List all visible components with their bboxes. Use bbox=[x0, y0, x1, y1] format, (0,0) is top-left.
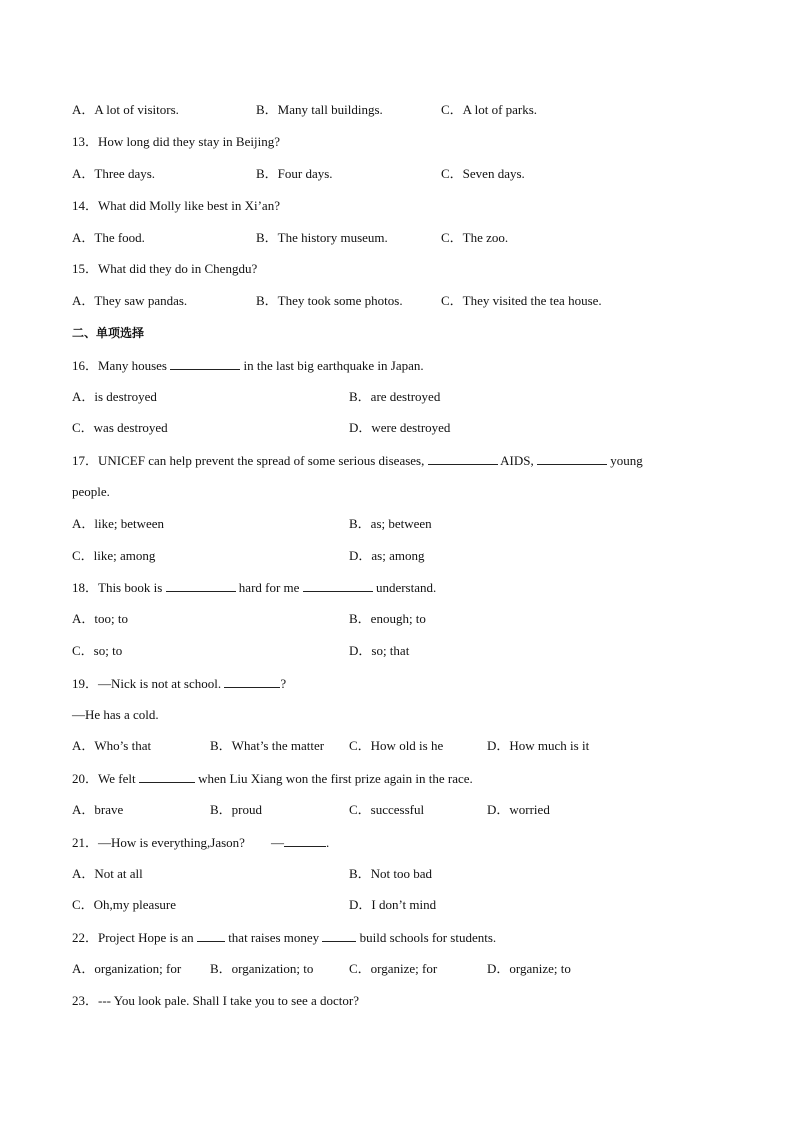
q18-stem-part-3: understand. bbox=[372, 580, 437, 595]
q18-option-d: D．so; that bbox=[349, 643, 410, 658]
q15-option-a: A．They saw pandas. bbox=[72, 293, 188, 308]
q20-option-a: A．brave bbox=[72, 802, 124, 817]
q17-stem-continued: people. bbox=[72, 484, 110, 499]
answer-blank bbox=[224, 675, 280, 688]
q15-option-c: C．They visited the tea house. bbox=[441, 293, 602, 308]
answer-blank bbox=[197, 929, 225, 942]
q16-stem-part-2: in the last big earthquake in Japan. bbox=[240, 358, 424, 373]
q12-option-c: C．A lot of parks. bbox=[441, 102, 538, 117]
q17-stem-part-2: AIDS, bbox=[497, 453, 537, 468]
q17-stem-part-3: young bbox=[606, 453, 643, 468]
q21-option-d: D．I don’t mind bbox=[349, 897, 437, 912]
q18-stem-part-2: hard for me bbox=[235, 580, 303, 595]
q16-stem-part-1: 16．Many houses bbox=[72, 358, 171, 373]
q17-option-b: B．as; between bbox=[349, 516, 432, 531]
answer-blank bbox=[303, 579, 373, 592]
q15-option-b: B．They took some photos. bbox=[256, 293, 403, 308]
answer-blank bbox=[166, 579, 236, 592]
q17-stem-part-1: 17．UNICEF can help prevent the spread of some serious diseases, bbox=[72, 453, 428, 468]
q18-option-a: A．too; to bbox=[72, 611, 128, 626]
q20-stem-part-1: 20．We felt bbox=[72, 771, 139, 786]
q19-option-c: C．How old is he bbox=[349, 738, 444, 753]
q14-option-c: C．The zoo. bbox=[441, 230, 509, 245]
q21-stem-part-1: 21．—How is everything,Jason? — bbox=[72, 835, 284, 850]
q22-stem-part-2: that raises money bbox=[224, 930, 323, 945]
q20-option-b: B．proud bbox=[210, 802, 263, 817]
q16-option-d: D．were destroyed bbox=[349, 420, 451, 435]
q20-stem bbox=[72, 770, 473, 787]
q19-stem-part-1: 19．—Nick is not at school. bbox=[72, 676, 225, 691]
q21-stem-part-2: . bbox=[325, 835, 330, 850]
q16-option-b: B．are destroyed bbox=[349, 389, 441, 404]
q16-option-c: C．was destroyed bbox=[72, 420, 168, 435]
q12-option-a: A．A lot of visitors. bbox=[72, 102, 179, 117]
answer-blank bbox=[428, 452, 498, 465]
q17-option-a: A．like; between bbox=[72, 516, 165, 531]
q19-option-a: A．Who’s that bbox=[72, 738, 152, 753]
q22-option-a: A．organization; for bbox=[72, 961, 182, 976]
q21-option-b: B．Not too bad bbox=[349, 866, 433, 881]
q22-stem-part-1: 22．Project Hope is an bbox=[72, 930, 197, 945]
q19-reply: —He has a cold. bbox=[72, 707, 159, 722]
q14-option-a: A．The food. bbox=[72, 230, 145, 245]
q21-stem bbox=[72, 834, 329, 851]
q19-stem-part-2: ? bbox=[280, 676, 287, 691]
q22-stem-part-3: build schools for students. bbox=[356, 930, 497, 945]
answer-blank bbox=[322, 929, 356, 942]
q22-option-b: B．organization; to bbox=[210, 961, 314, 976]
q17-option-d: D．as; among bbox=[349, 548, 425, 563]
q16-option-a: A．is destroyed bbox=[72, 389, 157, 404]
q14-stem: 14．What did Molly like best in Xi’an? bbox=[72, 198, 280, 213]
q20-option-d: D．worried bbox=[487, 802, 550, 817]
answer-blank bbox=[537, 452, 607, 465]
q17-stem bbox=[72, 452, 643, 469]
q13-option-c: C．Seven days. bbox=[441, 166, 525, 181]
q13-option-b: B．Four days. bbox=[256, 166, 333, 181]
q23-stem: 23．--- You look pale. Shall I take you to see a doctor? bbox=[72, 993, 360, 1008]
q19-stem bbox=[72, 675, 286, 692]
q19-option-b: B．What’s the matter bbox=[210, 738, 325, 753]
answer-blank bbox=[284, 834, 326, 847]
answer-blank bbox=[170, 357, 240, 370]
q14-option-b: B．The history museum. bbox=[256, 230, 388, 245]
q12-option-b: B．Many tall buildings. bbox=[256, 102, 383, 117]
answer-blank bbox=[139, 770, 195, 783]
q21-option-c: C．Oh,my pleasure bbox=[72, 897, 176, 912]
q18-option-c: C．so; to bbox=[72, 643, 123, 658]
q22-stem bbox=[72, 929, 496, 946]
q13-stem: 13．How long did they stay in Beijing? bbox=[72, 134, 280, 149]
q18-option-b: B．enough; to bbox=[349, 611, 426, 626]
section-heading: 二、单项选择 bbox=[72, 326, 145, 340]
q20-option-c: C．successful bbox=[349, 802, 425, 817]
q20-stem-part-2: when Liu Xiang won the first prize again in the race. bbox=[194, 771, 473, 786]
q21-option-a: A．Not at all bbox=[72, 866, 143, 881]
q22-option-c: C．organize; for bbox=[349, 961, 438, 976]
q16-stem bbox=[72, 357, 424, 374]
q18-stem-part-1: 18．This book is bbox=[72, 580, 166, 595]
q22-option-d: D．organize; to bbox=[487, 961, 571, 976]
q13-option-a: A．Three days. bbox=[72, 166, 156, 181]
q15-stem: 15．What did they do in Chengdu? bbox=[72, 261, 258, 276]
q17-option-c: C．like; among bbox=[72, 548, 156, 563]
q18-stem bbox=[72, 579, 436, 596]
q19-option-d: D．How much is it bbox=[487, 738, 590, 753]
